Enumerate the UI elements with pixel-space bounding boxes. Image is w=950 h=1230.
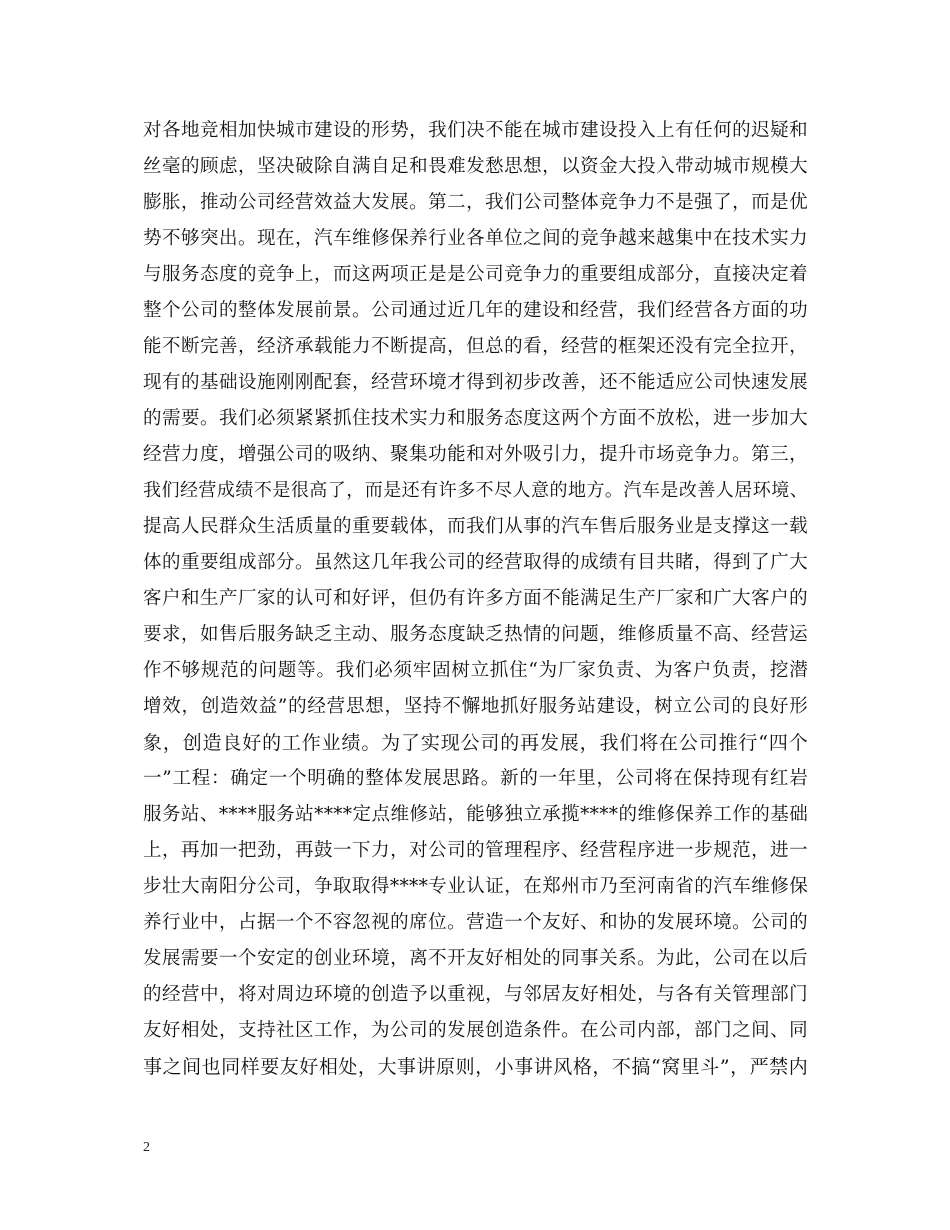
text-line: 与服务态度的竞争上，而这两项正是是公司竞争力的重要组成部分，直接决定着	[143, 264, 808, 285]
text-line: 体的重要组成部分。虽然这几年我公司的经营取得的成绩有目共睹，得到了广大	[143, 552, 808, 573]
text-line: 我们经营成绩不是很高了，而是还有许多不尽人意的地方。汽车是改善人居环境、	[143, 480, 808, 501]
text-line: 养行业中，占据一个不容忽视的席位。营造一个友好、和协的发展环境。公司的	[143, 912, 808, 933]
text-line: 友好相处，支持社区工作，为公司的发展创造条件。在公司内部，部门之间、同	[143, 1020, 808, 1041]
body-text	[143, 113, 808, 1085]
text-line: 膨胀，推动公司经营效益大发展。第二，我们公司整体竞争力不是强了，而是优	[143, 192, 808, 213]
text-line: 要求，如售后服务缺乏主动、服务态度缺乏热情的问题，维修质量不高、经营运	[143, 624, 808, 645]
text-line: 步壮大南阳分公司，争取取得****专业认证，在郑州市乃至河南省的汽车维修保	[143, 876, 808, 897]
page-number: 2	[143, 1140, 150, 1155]
text-line: 势不够突出。现在，汽车维修保养行业各单位之间的竞争越来越集中在技术实力	[143, 228, 808, 249]
text-line: 丝毫的顾虑，坚决破除自满自足和畏难发愁思想，以资金大投入带动城市规模大	[143, 156, 808, 177]
text-line: 对各地竞相加快城市建设的形势，我们决不能在城市建设投入上有任何的迟疑和	[143, 120, 808, 141]
text-line: 的经营中，将对周边环境的创造予以重视，与邻居友好相处，与各有关管理部门	[143, 984, 808, 1005]
text-line: 上，再加一把劲，再鼓一下力，对公司的管理程序、经营程序进一步规范，进一	[143, 840, 808, 861]
text-line: 象，创造良好的工作业绩。为了实现公司的再发展，我们将在公司推行“四个	[143, 732, 808, 754]
text-line: 整个公司的整体发展前景。公司通过近几年的建设和经营，我们经营各方面的功	[143, 300, 808, 321]
text-line: 的需要。我们必须紧紧抓住技术实力和服务态度这两个方面不放松，进一步加大	[143, 408, 808, 429]
text-line: 提高人民群众生活质量的重要载体，而我们从事的汽车售后服务业是支撑这一载	[143, 516, 808, 537]
text-line: 经营力度，增强公司的吸纳、聚集功能和对外吸引力，提升市场竞争力。第三，	[143, 444, 808, 465]
text-line: 增效，创造效益”的经营思想，坚持不懈地抓好服务站建设，树立公司的良好形	[143, 696, 808, 717]
text-line: 发展需要一个安定的创业环境，离不开友好相处的同事关系。为此，公司在以后	[143, 948, 808, 969]
text-line: 作不够规范的问题等。我们必须牢固树立抓住“为厂家负责、为客户负责，挖潜	[143, 660, 808, 681]
text-line: 现有的基础设施刚刚配套，经营环境才得到初步改善，还不能适应公司快速发展	[143, 372, 808, 393]
text-line: 能不断完善，经济承载能力不断提高，但总的看，经营的框架还没有完全拉开，	[143, 336, 808, 357]
text-line: 客户和生产厂家的认可和好评，但仍有许多方面不能满足生产厂家和广大客户的	[143, 588, 808, 609]
text-line: 事之间也同样要友好相处，大事讲原则，小事讲风格，不搞“窝里斗”，严禁内	[143, 1056, 808, 1078]
text-line: 一”工程：确定一个明确的整体发展思路。新的一年里，公司将在保持现有红岩	[143, 768, 808, 789]
text-line: 服务站、****服务站****定点维修站，能够独立承揽****的维修保养工作的基础	[143, 804, 808, 825]
